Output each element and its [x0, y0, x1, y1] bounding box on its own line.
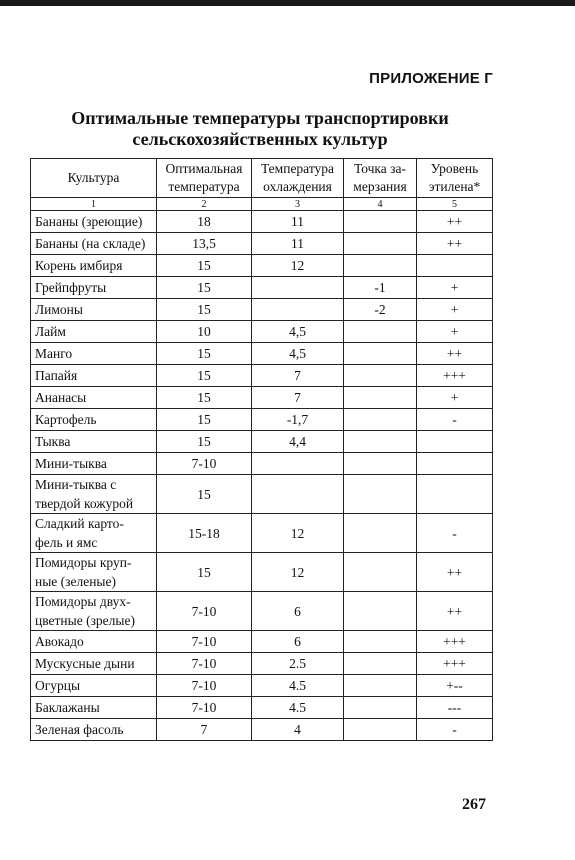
cell-ethylene-level: ++: [417, 553, 493, 592]
cell-ethylene-level: +: [417, 299, 493, 321]
culture-name-line: Сладкий карто-: [35, 516, 124, 531]
cell-ethylene-level: ++: [417, 233, 493, 255]
header-line: Точка за-: [354, 161, 406, 176]
cell-optimal-temp: 7-10: [157, 675, 252, 697]
cell-freezing-point: [344, 475, 417, 514]
cell-optimal-temp: 15: [157, 277, 252, 299]
header-optimal-temp: [157, 159, 252, 198]
cell-ethylene-level: [417, 475, 493, 514]
culture-name-line: Баклажаны: [35, 699, 100, 715]
table-row: [31, 553, 493, 592]
cell-optimal-temp: 7: [157, 719, 252, 741]
cell-freezing-point: [344, 592, 417, 631]
table-row: [31, 475, 493, 514]
cell-optimal-temp: 13,5: [157, 233, 252, 255]
cell-ethylene-level: -: [417, 719, 493, 741]
cell-freezing-point: [344, 431, 417, 453]
column-number: 4: [344, 198, 417, 211]
cell-culture: [31, 653, 157, 675]
culture-name-line: Мини-тыква: [35, 455, 107, 471]
cell-ethylene-level: [417, 255, 493, 277]
cell-culture: [31, 431, 157, 453]
cell-cooling-temp: [252, 453, 344, 475]
culture-name-line: Манго: [35, 345, 73, 361]
cell-culture: [31, 365, 157, 387]
header-line: Уровень: [430, 161, 479, 176]
header-ethylene-level: [417, 159, 493, 198]
cell-cooling-temp: 6: [252, 631, 344, 653]
cell-culture: [31, 277, 157, 299]
cell-ethylene-level: -: [417, 514, 493, 553]
table-row: [31, 409, 493, 431]
cell-freezing-point: [344, 553, 417, 592]
header-line: мерзания: [353, 179, 407, 194]
cell-cooling-temp: 4,5: [252, 321, 344, 343]
page-number: 267: [462, 796, 486, 813]
culture-name-line: Картофель: [35, 411, 97, 427]
cell-cooling-temp: 11: [252, 211, 344, 233]
table-row: [31, 675, 493, 697]
cell-ethylene-level: ++: [417, 343, 493, 365]
cell-ethylene-level: +++: [417, 653, 493, 675]
column-number: 5: [417, 198, 493, 211]
cell-optimal-temp: 7-10: [157, 453, 252, 475]
culture-name-line: Помидоры круп-: [35, 555, 132, 570]
table-row: [31, 343, 493, 365]
cell-ethylene-level: [417, 431, 493, 453]
cell-optimal-temp: 15: [157, 387, 252, 409]
cell-culture: [31, 453, 157, 475]
culture-name-line: Ананасы: [35, 389, 87, 405]
header-line: Культура: [67, 170, 120, 185]
cell-culture: [31, 697, 157, 719]
cell-ethylene-level: -: [417, 409, 493, 431]
header-row: [31, 159, 493, 198]
cell-culture: [31, 514, 157, 553]
cell-freezing-point: [344, 697, 417, 719]
table-row: [31, 277, 493, 299]
header-line: этилена*: [428, 179, 481, 194]
cell-culture: [31, 255, 157, 277]
appendix-label: ПРИЛОЖЕНИЕ Г: [369, 70, 493, 87]
cell-cooling-temp: 12: [252, 514, 344, 553]
cell-optimal-temp: 18: [157, 211, 252, 233]
cell-ethylene-level: +++: [417, 631, 493, 653]
culture-name-line: Папайя: [35, 367, 78, 383]
table-row: [31, 431, 493, 453]
cell-freezing-point: [344, 653, 417, 675]
cell-optimal-temp: 15: [157, 475, 252, 514]
table-row: [31, 299, 493, 321]
culture-name-line: Лайм: [35, 323, 66, 339]
table-row: [31, 453, 493, 475]
temperature-table: [30, 158, 493, 741]
cell-culture: [31, 387, 157, 409]
table-row: [31, 321, 493, 343]
cell-culture: [31, 211, 157, 233]
cell-cooling-temp: 4,4: [252, 431, 344, 453]
cell-ethylene-level: +: [417, 387, 493, 409]
cell-culture: [31, 631, 157, 653]
culture-name-line: Лимоны: [35, 301, 83, 317]
cell-freezing-point: -2: [344, 299, 417, 321]
culture-name-line: Помидоры двух-: [35, 594, 131, 609]
cell-culture: [31, 343, 157, 365]
cell-freezing-point: [344, 675, 417, 697]
column-number: 2: [157, 198, 252, 211]
culture-name-line: твердой кожурой: [35, 496, 134, 511]
cell-optimal-temp: 15: [157, 299, 252, 321]
header-cooling-temp: [252, 159, 344, 198]
cell-freezing-point: [344, 453, 417, 475]
header-line: Оптимальная: [165, 161, 243, 176]
cell-cooling-temp: 12: [252, 255, 344, 277]
header-freezing-point: [344, 159, 417, 198]
table-row: [31, 631, 493, 653]
header-line: охлаждения: [263, 179, 332, 194]
cell-cooling-temp: [252, 475, 344, 514]
table-body: [31, 211, 493, 741]
title-line-2: сельскохозяйственных культур: [132, 129, 388, 149]
cell-cooling-temp: 4.5: [252, 675, 344, 697]
cell-cooling-temp: 6: [252, 592, 344, 631]
cell-optimal-temp: 15: [157, 431, 252, 453]
cell-culture: [31, 299, 157, 321]
cell-optimal-temp: 10: [157, 321, 252, 343]
culture-name-line: Мускусные дыни: [35, 655, 135, 671]
table-row: [31, 514, 493, 553]
cell-ethylene-level: +--: [417, 675, 493, 697]
cell-optimal-temp: 15: [157, 343, 252, 365]
cell-freezing-point: [344, 321, 417, 343]
culture-name-line: Авокадо: [35, 633, 84, 649]
cell-optimal-temp: 7-10: [157, 697, 252, 719]
cell-optimal-temp: 15: [157, 553, 252, 592]
cell-ethylene-level: ++: [417, 211, 493, 233]
table-row: [31, 233, 493, 255]
cell-freezing-point: [344, 233, 417, 255]
cell-culture: [31, 592, 157, 631]
header-culture: [31, 159, 157, 198]
cell-freezing-point: -1: [344, 277, 417, 299]
cell-cooling-temp: 4: [252, 719, 344, 741]
title-line-1: Оптимальные температуры транспортировки: [71, 108, 449, 128]
header-line: Температура: [260, 161, 335, 176]
cell-cooling-temp: 7: [252, 387, 344, 409]
cell-optimal-temp: 15-18: [157, 514, 252, 553]
culture-name-line: Грейпфруты: [35, 279, 107, 295]
cell-cooling-temp: 2.5: [252, 653, 344, 675]
cell-cooling-temp: [252, 277, 344, 299]
culture-name-line: фель и ямс: [35, 535, 98, 550]
culture-name-line: Корень имбиря: [35, 257, 123, 273]
culture-name-line: Тыква: [35, 433, 71, 449]
column-number-row: [31, 198, 493, 211]
table-title: [0, 108, 520, 150]
cell-culture: [31, 233, 157, 255]
culture-name-line: Бананы (на складе): [35, 235, 146, 251]
cell-optimal-temp: 7-10: [157, 631, 252, 653]
table-row: [31, 255, 493, 277]
table-row: [31, 697, 493, 719]
cell-freezing-point: [344, 255, 417, 277]
culture-name-line: Зеленая фасоль: [35, 721, 124, 737]
cell-optimal-temp: 7-10: [157, 592, 252, 631]
cell-cooling-temp: [252, 299, 344, 321]
cell-freezing-point: [344, 631, 417, 653]
cell-culture: [31, 409, 157, 431]
cell-culture: [31, 719, 157, 741]
cell-freezing-point: [344, 409, 417, 431]
top-rule: [0, 0, 575, 6]
cell-freezing-point: [344, 343, 417, 365]
table-row: [31, 365, 493, 387]
cell-ethylene-level: ++: [417, 592, 493, 631]
cell-ethylene-level: ---: [417, 697, 493, 719]
header-line: температура: [168, 179, 240, 194]
cell-culture: [31, 321, 157, 343]
cell-ethylene-level: [417, 453, 493, 475]
column-number: 1: [31, 198, 157, 211]
cell-freezing-point: [344, 365, 417, 387]
table-row: [31, 592, 493, 631]
column-number: 3: [252, 198, 344, 211]
culture-name-line: Мини-тыква с: [35, 477, 117, 492]
cell-cooling-temp: 4.5: [252, 697, 344, 719]
cell-cooling-temp: 11: [252, 233, 344, 255]
cell-optimal-temp: 15: [157, 409, 252, 431]
cell-cooling-temp: 7: [252, 365, 344, 387]
cell-culture: [31, 475, 157, 514]
table-row: [31, 653, 493, 675]
cell-freezing-point: [344, 387, 417, 409]
table-row: [31, 719, 493, 741]
cell-ethylene-level: +: [417, 321, 493, 343]
culture-name-line: цветные (зрелые): [35, 613, 135, 628]
culture-name-line: ные (зеленые): [35, 574, 116, 589]
cell-optimal-temp: 15: [157, 255, 252, 277]
cell-optimal-temp: 7-10: [157, 653, 252, 675]
culture-name-line: Бананы (зреющие): [35, 213, 143, 229]
cell-ethylene-level: +++: [417, 365, 493, 387]
table-row: [31, 387, 493, 409]
cell-freezing-point: [344, 719, 417, 741]
cell-cooling-temp: -1,7: [252, 409, 344, 431]
cell-ethylene-level: +: [417, 277, 493, 299]
cell-freezing-point: [344, 514, 417, 553]
table-row: [31, 211, 493, 233]
cell-cooling-temp: 12: [252, 553, 344, 592]
cell-cooling-temp: 4,5: [252, 343, 344, 365]
cell-freezing-point: [344, 211, 417, 233]
cell-optimal-temp: 15: [157, 365, 252, 387]
cell-culture: [31, 675, 157, 697]
culture-name-line: Огурцы: [35, 677, 81, 693]
cell-culture: [31, 553, 157, 592]
